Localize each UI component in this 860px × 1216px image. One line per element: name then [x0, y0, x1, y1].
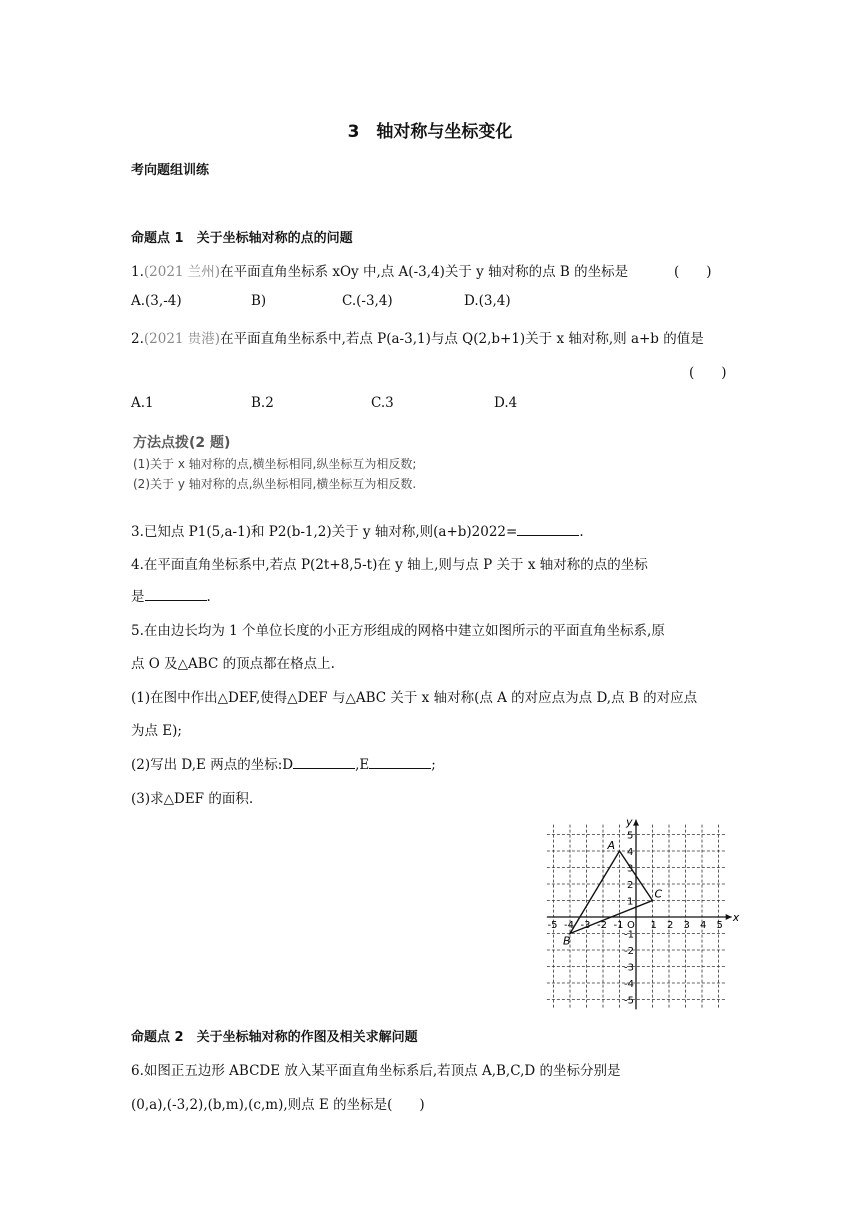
- tip-heading: 方法点拨(2 题): [133, 435, 231, 451]
- label-a: A: [607, 839, 616, 852]
- topic-2-heading: 命题点 2 关于坐标轴对称的作图及相关求解问题: [131, 1030, 418, 1045]
- y-tick-label: -1: [624, 929, 634, 941]
- x-tick-label: 3: [683, 920, 690, 931]
- question-5-line-1: 5.在由边长均为 1 个单位长度的小正方形组成的网格中建立如图所示的平面直角坐标系,原: [131, 623, 665, 639]
- question-2: [131, 327, 704, 347]
- x-axis-arrow: [726, 914, 732, 920]
- section-label: 考向题组训练: [131, 163, 210, 178]
- q1-number: 1.: [131, 264, 144, 280]
- y-tick-label: 2: [627, 880, 634, 891]
- axis-y-label: y: [626, 815, 633, 829]
- q5-part-1-line-2: 为点 E);: [131, 723, 182, 739]
- q2-option-c: C.3: [371, 395, 394, 411]
- x-tick-label: -4: [564, 920, 574, 931]
- y-tick-label: 5: [627, 830, 634, 842]
- q5-p2-text: (2)写出 D,E 两点的坐标:D: [131, 757, 294, 773]
- topic-1-heading: 命题点 1 关于坐标轴对称的点的问题: [131, 231, 353, 246]
- q1-option-b: B): [251, 293, 267, 309]
- q3-end: .: [579, 524, 584, 540]
- q1-text: 在平面直角坐标系 xOy 中,点 A(-3,4)关于 y 轴对称的点 B 的坐标是: [220, 264, 629, 280]
- q2-option-b: B.2: [251, 395, 274, 411]
- question-4-line-2: [131, 585, 211, 605]
- q4-text-end: 是: [131, 589, 145, 605]
- x-tick-label: 2: [667, 920, 674, 931]
- q5-blank-d[interactable]: [293, 768, 355, 769]
- y-tick-label: -5: [624, 995, 634, 1007]
- x-tick-label: 4: [700, 920, 707, 931]
- q1-option-d: D.(3,4): [464, 293, 511, 309]
- y-tick-label: -4: [624, 979, 634, 990]
- q1-option-c: C.(-3,4): [342, 293, 393, 309]
- q2-source: (2021 贵港): [143, 331, 221, 347]
- tip-line-2: (2)关于 y 轴对称的点,纵坐标相同,横坐标互为相反数.: [133, 477, 417, 491]
- question-3: [131, 520, 584, 540]
- x-tick-label: 1: [650, 920, 657, 931]
- y-tick-label: 3: [627, 863, 634, 875]
- y-tick-label: 1: [627, 896, 634, 908]
- q1-source: (2021 兰州): [143, 264, 221, 280]
- x-tick-label: 5: [716, 920, 723, 931]
- axes: [547, 820, 732, 1010]
- q2-option-d: D.4: [494, 395, 518, 411]
- question-5-line-2: 点 O 及△ABC 的顶点都在格点上.: [131, 656, 335, 672]
- y-axis-arrow: [633, 820, 639, 826]
- q5-part-1-line-1: (1)在图中作出△DEF,使得△DEF 与△ABC 关于 x 轴对称(点 A 的对应点为点 D,点 B 的对应点: [131, 690, 698, 706]
- q3-text: 3.已知点 P1(5,a-1)和 P2(b-1,2)关于 y 轴对称,则(a+b)2022=: [131, 524, 518, 540]
- tip-line-1: (1)关于 x 轴对称的点,横坐标相同,纵坐标互为相反数;: [133, 457, 417, 471]
- q5-part-3: (3)求△DEF 的面积.: [131, 791, 254, 807]
- x-tick-label: -3: [580, 920, 591, 931]
- q2-text: 在平面直角坐标系中,若点 P(a-3,1)与点 Q(2,b+1)关于 x 轴对称,则 a+b 的值是: [220, 331, 704, 347]
- q2-answer-paren: ( ): [689, 365, 727, 381]
- page-title: 3 轴对称与坐标变化: [347, 122, 513, 142]
- q5-p2-end: ;: [431, 757, 436, 773]
- question-6-line-1: 6.如图正五边形 ABCDE 放入某平面直角坐标系后,若顶点 A,B,C,D 的坐标分别是: [131, 1063, 621, 1079]
- label-c: C: [654, 887, 663, 901]
- question-6-line-2: (0,a),(-3,2),(b,m),(c,m),则点 E 的坐标是( ): [131, 1097, 425, 1113]
- x-tick-label: -5: [547, 920, 558, 931]
- y-tick-label: -3: [624, 962, 634, 974]
- method-tip: [133, 432, 533, 494]
- tick-labels: [548, 831, 723, 1007]
- x-tick-label: -1: [613, 920, 624, 931]
- x-tick-label: -2: [597, 920, 607, 931]
- q1-option-a: A.(3,-4): [131, 293, 182, 309]
- coordinate-grid-figure: [548, 815, 738, 1005]
- origin-label: O: [627, 920, 635, 931]
- y-tick-label: 4: [627, 847, 634, 858]
- q3-blank[interactable]: [517, 535, 579, 536]
- label-b: B: [563, 934, 571, 948]
- question-1: [131, 260, 628, 280]
- y-tick-label: -2: [624, 946, 634, 957]
- q4-blank[interactable]: [145, 600, 207, 601]
- q2-number: 2.: [131, 331, 144, 347]
- axis-x-label: x: [732, 911, 740, 924]
- q5-p2-e: ,E: [355, 757, 370, 773]
- q5-blank-e[interactable]: [369, 768, 431, 769]
- q4-end: .: [206, 589, 211, 605]
- q1-answer-paren: ( ): [674, 264, 712, 280]
- q2-option-a: A.1: [131, 395, 154, 411]
- question-4-line-1: 4.在平面直角坐标系中,若点 P(2t+8,5-t)在 y 轴上,则与点 P 关于 x 轴对称的点的坐标: [131, 557, 648, 573]
- q5-part-2: [131, 753, 436, 773]
